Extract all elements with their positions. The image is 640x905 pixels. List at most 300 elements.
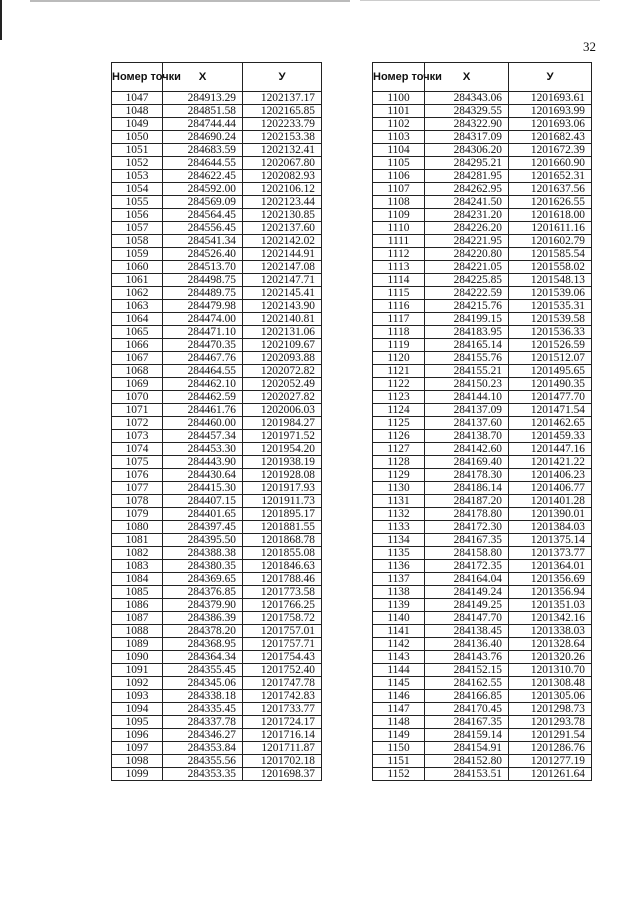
cell-point-number: 1126 — [373, 430, 425, 443]
cell-point-number: 1076 — [112, 469, 163, 482]
cell-x: 284378.20 — [163, 625, 243, 638]
cell-point-number: 1129 — [373, 469, 425, 482]
cell-point-number: 1110 — [373, 222, 425, 235]
cell-y: 1201401.28 — [509, 495, 592, 508]
cell-point-number: 1089 — [112, 638, 163, 651]
cell-point-number: 1066 — [112, 339, 163, 352]
cell-x: 284346.27 — [163, 729, 243, 742]
table-row — [373, 144, 592, 157]
table-row — [112, 716, 322, 729]
cell-y: 1201672.39 — [509, 144, 592, 157]
table-row — [373, 638, 592, 651]
cell-x: 284169.40 — [425, 456, 509, 469]
cell-y: 1201535.31 — [509, 300, 592, 313]
cell-x: 284159.14 — [425, 729, 509, 742]
table-row — [112, 469, 322, 482]
cell-point-number: 1070 — [112, 391, 163, 404]
cell-point-number: 1149 — [373, 729, 425, 742]
scan-top-line — [30, 0, 350, 2]
cell-x: 284569.09 — [163, 196, 243, 209]
table-row — [112, 482, 322, 495]
table-row — [112, 573, 322, 586]
cell-point-number: 1059 — [112, 248, 163, 261]
cell-point-number: 1118 — [373, 326, 425, 339]
table-row — [373, 690, 592, 703]
cell-point-number: 1143 — [373, 651, 425, 664]
cell-x: 284369.65 — [163, 573, 243, 586]
table-row — [112, 300, 322, 313]
table-row — [373, 547, 592, 560]
cell-point-number: 1052 — [112, 157, 163, 170]
cell-x: 284172.35 — [425, 560, 509, 573]
cell-y: 1201298.73 — [509, 703, 592, 716]
cell-y: 1201693.06 — [509, 118, 592, 131]
cell-y: 1202082.93 — [243, 170, 322, 183]
cell-x: 284322.90 — [425, 118, 509, 131]
table-row — [373, 664, 592, 677]
cell-point-number: 1136 — [373, 560, 425, 573]
cell-y: 1201911.73 — [243, 495, 322, 508]
cell-x: 284498.75 — [163, 274, 243, 287]
cell-x: 284143.76 — [425, 651, 509, 664]
cell-y: 1201293.78 — [509, 716, 592, 729]
cell-point-number: 1127 — [373, 443, 425, 456]
cell-point-number: 1085 — [112, 586, 163, 599]
cell-y: 1201558.02 — [509, 261, 592, 274]
cell-point-number: 1053 — [112, 170, 163, 183]
cell-point-number: 1095 — [112, 716, 163, 729]
cell-y: 1201364.01 — [509, 560, 592, 573]
cell-x: 284152.80 — [425, 755, 509, 768]
cell-x: 284851.58 — [163, 105, 243, 118]
table-row — [373, 560, 592, 573]
cell-y: 1201286.76 — [509, 742, 592, 755]
cell-point-number: 1047 — [112, 92, 163, 105]
cell-x: 284564.45 — [163, 209, 243, 222]
cell-point-number: 1092 — [112, 677, 163, 690]
cell-x: 284172.30 — [425, 521, 509, 534]
cell-point-number: 1106 — [373, 170, 425, 183]
cell-y: 1201328.64 — [509, 638, 592, 651]
cell-x: 284167.35 — [425, 716, 509, 729]
cell-point-number: 1097 — [112, 742, 163, 755]
cell-point-number: 1134 — [373, 534, 425, 547]
cell-y: 1201421.22 — [509, 456, 592, 469]
table-row — [112, 287, 322, 300]
cell-point-number: 1100 — [373, 92, 425, 105]
cell-x: 284592.00 — [163, 183, 243, 196]
cell-y: 1201773.58 — [243, 586, 322, 599]
cell-point-number: 1107 — [373, 183, 425, 196]
cell-x: 284644.55 — [163, 157, 243, 170]
cell-x: 284467.76 — [163, 352, 243, 365]
cell-x: 284155.21 — [425, 365, 509, 378]
cell-y: 1201390.01 — [509, 508, 592, 521]
cell-x: 284154.91 — [425, 742, 509, 755]
cell-x: 284144.10 — [425, 391, 509, 404]
coordinates-table-left — [111, 62, 322, 781]
cell-x: 284513.70 — [163, 261, 243, 274]
cell-y: 1202132.41 — [243, 144, 322, 157]
cell-y: 1201716.14 — [243, 729, 322, 742]
cell-x: 284170.45 — [425, 703, 509, 716]
header-x: X — [425, 63, 509, 92]
table-row — [373, 599, 592, 612]
table-row — [373, 313, 592, 326]
cell-x: 284913.29 — [163, 92, 243, 105]
cell-y: 1201320.26 — [509, 651, 592, 664]
cell-point-number: 1123 — [373, 391, 425, 404]
cell-y: 1201660.90 — [509, 157, 592, 170]
table-row — [373, 495, 592, 508]
table-row — [112, 534, 322, 547]
cell-point-number: 1102 — [373, 118, 425, 131]
cell-y: 1201693.99 — [509, 105, 592, 118]
cell-x: 284345.06 — [163, 677, 243, 690]
cell-x: 284155.76 — [425, 352, 509, 365]
cell-point-number: 1080 — [112, 521, 163, 534]
table-row — [112, 248, 322, 261]
table-row — [112, 677, 322, 690]
cell-x: 284556.45 — [163, 222, 243, 235]
cell-x: 284215.76 — [425, 300, 509, 313]
cell-x: 284231.20 — [425, 209, 509, 222]
cell-point-number: 1147 — [373, 703, 425, 716]
cell-x: 284457.34 — [163, 430, 243, 443]
cell-point-number: 1144 — [373, 664, 425, 677]
cell-y: 1202153.38 — [243, 131, 322, 144]
cell-point-number: 1115 — [373, 287, 425, 300]
cell-y: 1201711.87 — [243, 742, 322, 755]
table-row — [112, 157, 322, 170]
cell-x: 284183.95 — [425, 326, 509, 339]
cell-y: 1202106.12 — [243, 183, 322, 196]
header-point-number: Номер точки — [373, 63, 425, 92]
cell-point-number: 1086 — [112, 599, 163, 612]
cell-y: 1202131.06 — [243, 326, 322, 339]
cell-y: 1201305.06 — [509, 690, 592, 703]
cell-point-number: 1074 — [112, 443, 163, 456]
cell-y: 1201342.16 — [509, 612, 592, 625]
cell-point-number: 1104 — [373, 144, 425, 157]
cell-x: 284149.25 — [425, 599, 509, 612]
cell-y: 1202137.17 — [243, 92, 322, 105]
cell-y: 1201375.14 — [509, 534, 592, 547]
cell-x: 284622.45 — [163, 170, 243, 183]
table-header-row — [373, 63, 592, 92]
table-row — [373, 131, 592, 144]
cell-x: 284221.95 — [425, 235, 509, 248]
table-row — [373, 235, 592, 248]
table-row — [373, 261, 592, 274]
cell-point-number: 1101 — [373, 105, 425, 118]
cell-point-number: 1067 — [112, 352, 163, 365]
table-row — [112, 742, 322, 755]
table-row — [112, 612, 322, 625]
cell-y: 1201757.01 — [243, 625, 322, 638]
cell-y: 1201637.56 — [509, 183, 592, 196]
cell-y: 1201855.08 — [243, 547, 322, 560]
cell-y: 1202140.81 — [243, 313, 322, 326]
cell-x: 284470.35 — [163, 339, 243, 352]
table-row — [112, 92, 322, 105]
table-row — [112, 664, 322, 677]
cell-x: 284462.10 — [163, 378, 243, 391]
cell-point-number: 1056 — [112, 209, 163, 222]
cell-x: 284226.20 — [425, 222, 509, 235]
cell-point-number: 1061 — [112, 274, 163, 287]
cell-y: 1201373.77 — [509, 547, 592, 560]
cell-point-number: 1135 — [373, 547, 425, 560]
cell-y: 1202137.60 — [243, 222, 322, 235]
table-row — [112, 456, 322, 469]
table-row — [112, 131, 322, 144]
cell-point-number: 1065 — [112, 326, 163, 339]
table-row — [112, 261, 322, 274]
cell-point-number: 1111 — [373, 235, 425, 248]
cell-x: 284164.04 — [425, 573, 509, 586]
cell-x: 284222.59 — [425, 287, 509, 300]
cell-y: 1201308.48 — [509, 677, 592, 690]
cell-y: 1202145.41 — [243, 287, 322, 300]
cell-point-number: 1113 — [373, 261, 425, 274]
table-row — [373, 703, 592, 716]
table-row — [373, 209, 592, 222]
cell-x: 284138.45 — [425, 625, 509, 638]
table-row — [373, 508, 592, 521]
table-row — [112, 196, 322, 209]
cell-y: 1201526.59 — [509, 339, 592, 352]
scan-top-line — [360, 0, 600, 1]
cell-x: 284744.44 — [163, 118, 243, 131]
cell-point-number: 1081 — [112, 534, 163, 547]
cell-y: 1201747.78 — [243, 677, 322, 690]
cell-point-number: 1139 — [373, 599, 425, 612]
cell-point-number: 1094 — [112, 703, 163, 716]
cell-x: 284395.50 — [163, 534, 243, 547]
cell-x: 284355.45 — [163, 664, 243, 677]
cell-y: 1201539.06 — [509, 287, 592, 300]
cell-point-number: 1064 — [112, 313, 163, 326]
cell-x: 284262.95 — [425, 183, 509, 196]
table-row — [112, 365, 322, 378]
cell-point-number: 1079 — [112, 508, 163, 521]
table-row — [373, 404, 592, 417]
cell-point-number: 1071 — [112, 404, 163, 417]
table-row — [112, 313, 322, 326]
cell-x: 284541.34 — [163, 235, 243, 248]
cell-x: 284379.90 — [163, 599, 243, 612]
table-row — [112, 443, 322, 456]
cell-point-number: 1098 — [112, 755, 163, 768]
cell-point-number: 1137 — [373, 573, 425, 586]
table-row — [112, 755, 322, 768]
cell-y: 1201384.03 — [509, 521, 592, 534]
cell-x: 284167.35 — [425, 534, 509, 547]
cell-x: 284241.50 — [425, 196, 509, 209]
table-row — [112, 703, 322, 716]
cell-y: 1202093.88 — [243, 352, 322, 365]
table-row — [373, 716, 592, 729]
cell-y: 1202143.90 — [243, 300, 322, 313]
cell-point-number: 1151 — [373, 755, 425, 768]
cell-point-number: 1125 — [373, 417, 425, 430]
cell-point-number: 1060 — [112, 261, 163, 274]
cell-x: 284471.10 — [163, 326, 243, 339]
cell-x: 284138.70 — [425, 430, 509, 443]
cell-x: 284461.76 — [163, 404, 243, 417]
cell-x: 284149.24 — [425, 586, 509, 599]
cell-point-number: 1109 — [373, 209, 425, 222]
coordinates-table-right — [372, 62, 592, 781]
table-row — [373, 534, 592, 547]
cell-y: 1201881.55 — [243, 521, 322, 534]
cell-x: 284401.65 — [163, 508, 243, 521]
cell-x: 284364.34 — [163, 651, 243, 664]
table-row — [373, 118, 592, 131]
cell-y: 1201757.71 — [243, 638, 322, 651]
cell-y: 1201742.83 — [243, 690, 322, 703]
cell-point-number: 1077 — [112, 482, 163, 495]
cell-point-number: 1048 — [112, 105, 163, 118]
cell-y: 1201984.27 — [243, 417, 322, 430]
scan-edge-mark — [0, 0, 2, 40]
header-y: У — [509, 63, 592, 92]
cell-y: 1201291.54 — [509, 729, 592, 742]
table-row — [112, 105, 322, 118]
cell-point-number: 1146 — [373, 690, 425, 703]
cell-point-number: 1114 — [373, 274, 425, 287]
cell-y: 1201752.40 — [243, 664, 322, 677]
cell-point-number: 1050 — [112, 131, 163, 144]
table-row — [373, 222, 592, 235]
cell-point-number: 1152 — [373, 768, 425, 781]
cell-y: 1202052.49 — [243, 378, 322, 391]
table-row — [112, 651, 322, 664]
cell-y: 1202072.82 — [243, 365, 322, 378]
cell-y: 1201356.69 — [509, 573, 592, 586]
table-row — [112, 326, 322, 339]
cell-x: 284353.84 — [163, 742, 243, 755]
cell-y: 1201536.33 — [509, 326, 592, 339]
cell-point-number: 1131 — [373, 495, 425, 508]
table-row — [373, 170, 592, 183]
cell-x: 284489.75 — [163, 287, 243, 300]
cell-x: 284453.30 — [163, 443, 243, 456]
cell-x: 284386.39 — [163, 612, 243, 625]
table-row — [112, 768, 322, 781]
cell-x: 284178.80 — [425, 508, 509, 521]
cell-y: 1202123.44 — [243, 196, 322, 209]
cell-x: 284690.24 — [163, 131, 243, 144]
header-y: У — [243, 63, 322, 92]
table-row — [112, 547, 322, 560]
cell-y: 1201261.64 — [509, 768, 592, 781]
table-row — [112, 560, 322, 573]
cell-x: 284353.35 — [163, 768, 243, 781]
table-row — [373, 352, 592, 365]
cell-x: 284397.45 — [163, 521, 243, 534]
table-row — [373, 443, 592, 456]
cell-point-number: 1103 — [373, 131, 425, 144]
cell-y: 1201477.70 — [509, 391, 592, 404]
cell-y: 1202027.82 — [243, 391, 322, 404]
table-row — [112, 378, 322, 391]
table-row — [112, 430, 322, 443]
table-row — [373, 183, 592, 196]
table-row — [373, 391, 592, 404]
cell-point-number: 1133 — [373, 521, 425, 534]
cell-x: 284152.15 — [425, 664, 509, 677]
table-row — [112, 183, 322, 196]
cell-y: 1201618.00 — [509, 209, 592, 222]
cell-y: 1201356.94 — [509, 586, 592, 599]
table-row — [373, 105, 592, 118]
cell-y: 1201626.55 — [509, 196, 592, 209]
cell-y: 1201928.08 — [243, 469, 322, 482]
cell-point-number: 1084 — [112, 573, 163, 586]
cell-y: 1201766.25 — [243, 599, 322, 612]
cell-y: 1201971.52 — [243, 430, 322, 443]
cell-y: 1201895.17 — [243, 508, 322, 521]
cell-point-number: 1116 — [373, 300, 425, 313]
cell-y: 1201585.54 — [509, 248, 592, 261]
cell-y: 1201788.46 — [243, 573, 322, 586]
cell-x: 284368.95 — [163, 638, 243, 651]
cell-point-number: 1121 — [373, 365, 425, 378]
cell-point-number: 1082 — [112, 547, 163, 560]
header-x: X — [163, 63, 243, 92]
cell-x: 284147.70 — [425, 612, 509, 625]
table-row — [373, 326, 592, 339]
cell-y: 1202147.71 — [243, 274, 322, 287]
cell-point-number: 1112 — [373, 248, 425, 261]
cell-x: 284407.15 — [163, 495, 243, 508]
cell-x: 284220.80 — [425, 248, 509, 261]
table-row — [373, 456, 592, 469]
cell-point-number: 1117 — [373, 313, 425, 326]
cell-y: 1201602.79 — [509, 235, 592, 248]
cell-x: 284380.35 — [163, 560, 243, 573]
cell-point-number: 1087 — [112, 612, 163, 625]
table-row — [373, 339, 592, 352]
cell-y: 1201917.93 — [243, 482, 322, 495]
cell-point-number: 1150 — [373, 742, 425, 755]
cell-point-number: 1130 — [373, 482, 425, 495]
table-row — [112, 586, 322, 599]
cell-y: 1202144.91 — [243, 248, 322, 261]
page-number: 32 — [583, 39, 596, 54]
cell-x: 284199.15 — [425, 313, 509, 326]
cell-y: 1202233.79 — [243, 118, 322, 131]
cell-y: 1201310.70 — [509, 664, 592, 677]
cell-y: 1201406.77 — [509, 482, 592, 495]
cell-point-number: 1122 — [373, 378, 425, 391]
cell-y: 1201758.72 — [243, 612, 322, 625]
cell-point-number: 1119 — [373, 339, 425, 352]
table-row — [112, 599, 322, 612]
cell-point-number: 1124 — [373, 404, 425, 417]
cell-point-number: 1058 — [112, 235, 163, 248]
cell-x: 284329.55 — [425, 105, 509, 118]
table-row — [112, 404, 322, 417]
table-row — [112, 690, 322, 703]
table-row — [373, 92, 592, 105]
cell-point-number: 1073 — [112, 430, 163, 443]
table-row — [373, 287, 592, 300]
cell-y: 1201406.23 — [509, 469, 592, 482]
cell-point-number: 1091 — [112, 664, 163, 677]
